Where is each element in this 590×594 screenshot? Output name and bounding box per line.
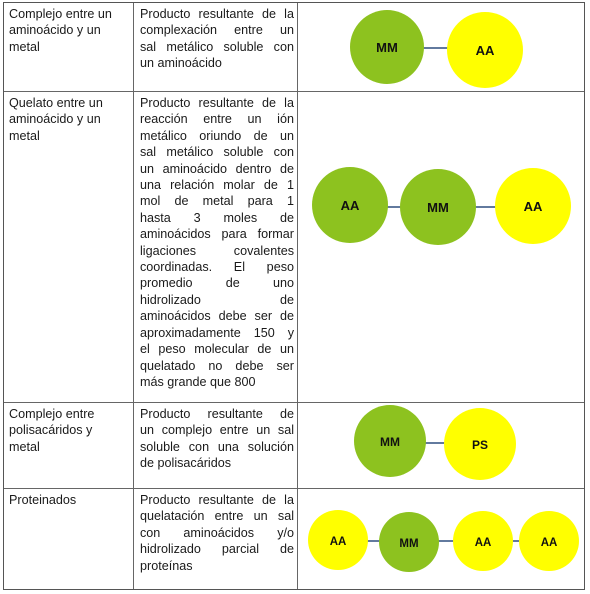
desc-line: sal metálico soluble con xyxy=(140,145,294,160)
name-cell xyxy=(4,92,134,402)
structure-diagram xyxy=(298,489,584,589)
table-row xyxy=(4,3,584,92)
desc-line: una relación molar de 1 xyxy=(140,178,294,193)
row-name: Quelato entre un aminoácido y un metal xyxy=(9,96,103,143)
desc-line: promedio de uno xyxy=(140,276,294,291)
desc-line: un aminoácido xyxy=(140,56,222,71)
desc-line: Producto resultante de xyxy=(140,407,294,421)
description-cell xyxy=(134,3,298,91)
desc-line: Producto resultante de la xyxy=(140,7,294,21)
desc-line: quelatado no debe ser xyxy=(140,358,294,373)
desc-line: hidrolizado de xyxy=(140,292,294,307)
ball-label: AA xyxy=(474,537,492,549)
desc-line: hasta 3 moles de xyxy=(140,210,294,225)
ball-label: MM xyxy=(376,40,398,55)
description-cell xyxy=(134,92,298,402)
row-description xyxy=(134,92,297,390)
desc-line: sal metálico soluble con xyxy=(140,39,294,54)
ball-label: AA xyxy=(523,199,543,214)
row-description xyxy=(134,489,297,574)
desc-line: mol de metal para 1 xyxy=(140,194,294,209)
table-row xyxy=(4,92,584,403)
structure-diagram-cell xyxy=(298,489,584,589)
name-cell xyxy=(4,489,134,589)
structure-diagram-cell xyxy=(298,3,584,91)
row-name: Complejo entre polisacáridos y metal xyxy=(9,407,95,454)
ball-label: AA xyxy=(329,536,347,548)
desc-line: complexación entre un xyxy=(140,23,294,38)
desc-line: aminoácidos para formar xyxy=(140,227,294,242)
desc-line: Producto resultante de la xyxy=(140,96,294,110)
ball-label: AA xyxy=(540,537,558,549)
desc-line: proteínas xyxy=(140,558,193,573)
description-cell xyxy=(134,489,298,589)
desc-line: un aminoácido dentro de xyxy=(140,161,294,176)
desc-line: soluble con una solución xyxy=(140,439,294,454)
structure-diagram xyxy=(298,403,584,489)
desc-line: reacción entre un ión xyxy=(140,112,294,127)
desc-line: un complejo entre un sal xyxy=(140,423,294,438)
structure-diagram xyxy=(298,92,584,403)
row-description xyxy=(134,403,297,472)
structure-diagram-cell xyxy=(298,92,584,402)
ball-label: MM xyxy=(399,538,419,550)
desc-line: aproximadamente 150 y xyxy=(140,325,294,340)
desc-line: Producto resultante de la xyxy=(140,493,294,507)
structure-diagram-cell xyxy=(298,403,584,488)
comparison-table xyxy=(3,2,585,590)
row-name: Proteinados xyxy=(9,493,77,507)
ball-label: MM xyxy=(427,200,449,215)
desc-line: el peso molecular de un xyxy=(140,342,294,357)
desc-line: con aminoácidos y/o xyxy=(140,525,294,540)
desc-line: hidrolizado parcial de xyxy=(140,542,294,557)
row-name: Complejo entre un aminoácido y un metal xyxy=(9,7,112,54)
ball-label: AA xyxy=(475,43,495,58)
row-description xyxy=(134,3,297,72)
ball-label: AA xyxy=(340,198,360,213)
desc-line: más grande que 800 xyxy=(140,374,256,389)
desc-line: metálico oriundo de un xyxy=(140,128,294,143)
description-cell xyxy=(134,403,298,488)
desc-line: aminoácidos debe ser de xyxy=(140,309,294,324)
table-row xyxy=(4,489,584,589)
structure-diagram xyxy=(298,3,584,92)
desc-line: ligaciones covalentes xyxy=(140,243,294,258)
desc-line: coordinadas. El peso xyxy=(140,260,294,275)
desc-line: quelatación entre un sal xyxy=(140,509,294,524)
name-cell xyxy=(4,3,134,91)
ball-label: PS xyxy=(471,438,489,452)
ball-label: MM xyxy=(380,435,400,449)
name-cell xyxy=(4,403,134,488)
table-row xyxy=(4,403,584,489)
desc-line: de polisacáridos xyxy=(140,456,232,471)
